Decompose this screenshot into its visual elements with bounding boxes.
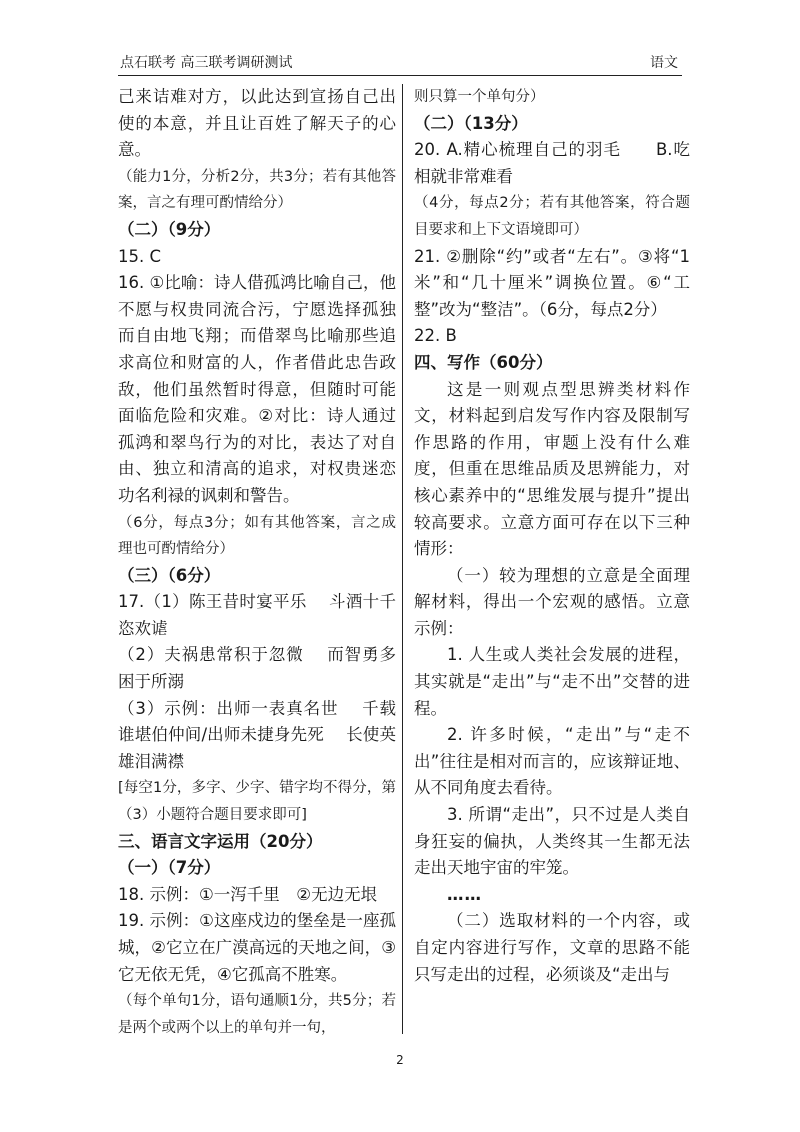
answer-19: 19. 示例：①这座戍边的堡垒是一座孤城，②它立在广漠高远的天地之间，③它无依无凭，④它孤高不胜寒。 xyxy=(118,911,396,984)
header-rule xyxy=(118,75,682,76)
column-divider xyxy=(402,84,403,1034)
writing-intro: 这是一则观点型思辨类材料作文，材料起到启发写作内容及限制写作思路的作用，审题上没有什么难度，但重在思维品质及思辨能力，对核心素养中的“思维发展与提升”提出较高要求。立意方面可存在以下三种情形： xyxy=(414,379,690,559)
scoring-note-16: （6分，每点3分；如有其他答案，言之成理也可酌情给分） xyxy=(118,514,396,558)
page-header xyxy=(118,50,682,76)
scoring-note-20: （4分，每点2分；若有其他答案，符合题目要求和上下文语境即可） xyxy=(414,195,690,238)
answer-17-1: 17.（1）陈王昔时宴平乐 斗酒十千恣欢谑 xyxy=(118,592,396,638)
left-column xyxy=(118,84,396,1041)
header-subject: 语文 xyxy=(650,55,678,71)
answer-17-2: （2）夫祸患常积于忽微 而智勇多困于所溺 xyxy=(118,645,396,692)
header-title: 点石联考 高三联考调研测试 xyxy=(120,55,293,71)
scoring-note-19-continued: 则只算一个单句分） xyxy=(414,89,545,105)
writing-case-1: （一）较为理想的立意是全面理解材料，得出一个宏观的感悟。立意示例： xyxy=(414,565,690,638)
part-3-sub-1-heading: （一）（7分） xyxy=(118,858,221,878)
page-number: 2 xyxy=(396,1053,404,1067)
answer-22: 22. B xyxy=(414,326,457,346)
writing-case-2: （二）选取材料的一个内容，或自定内容进行写作，文章的思路不能只写走出的过程，必须谈及“走出与 xyxy=(414,911,690,984)
ellipsis: …… xyxy=(447,884,482,904)
part-3-sub-2-heading: （二）（13分） xyxy=(414,113,528,133)
right-column xyxy=(414,84,690,988)
writing-example-2: 2. 许多时候，“走出”与“走不出”往往是相对而言的，应该辩证地、从不同角度去看待。 xyxy=(414,725,690,798)
answer-15: 15. C xyxy=(118,246,162,266)
answer-18: 18. 示例：①一泻千里 ②无边无垠 xyxy=(118,884,378,904)
scoring-note-19: （每个单句1分，语句通顺1分，共5分；若是两个或两个以上的单句并一句， xyxy=(118,993,396,1036)
scoring-note-14: （能力1分，分析2分，共3分；若有其他答案，言之有理可酌情给分） xyxy=(118,168,396,212)
answer-16: 16. ①比喻：诗人借孤鸿比喻自己，他不愿与权贵同流合污，宁愿选择孤独而自由地飞翔；而借翠鸟比喻那些追求高位和财富的人，作者借此忠告政敌，他们虽然暂时得意，但随时可能面临危险和灾难。②对比：诗人通过孤鸿和翠鸟行为的对比，表达了对自由、独立和清高的追求，对权贵迷恋功名利禄的讽刺和警告。 xyxy=(118,273,396,505)
writing-example-3: 3. 所谓“走出”，只不过是人类自身狂妄的偏执，人类终其一生都无法走出天地宇宙的牢笼。 xyxy=(414,805,690,878)
writing-example-1: 1. 人生或人类社会发展的进程，其实就是“走出”与“走不出”交替的进程。 xyxy=(414,645,690,718)
part-3-heading: 三、语言文字运用（20分） xyxy=(118,831,323,851)
answer-20: 20. A.精心梳理自己的羽毛 B.吃相就非常难看 xyxy=(414,140,690,186)
section-3-heading: （三）（6分） xyxy=(118,565,221,585)
answer-17-3: （3）示例：出师一表真名世 千载谁堪伯仲间/出师未捷身先死 长使英雄泪满襟 xyxy=(118,698,396,771)
answer-21: 21. ②删除“约”或者“左右”。③将“1米”和“几十厘米”调换位置。⑥“工整”改为“整洁”。（6分，每点2分） xyxy=(414,246,690,319)
section-2-heading: （二）（9分） xyxy=(118,219,221,239)
answer-14-continued: 己来诘难对方，以此达到宣扬自己出使的本意，并且让百姓了解天子的心意。 xyxy=(118,87,396,160)
scoring-note-17: [每空1分，多字、少字、错字均不得分，第（3）小题符合题目要求即可] xyxy=(118,780,396,824)
part-4-heading: 四、写作（60分） xyxy=(414,352,553,372)
